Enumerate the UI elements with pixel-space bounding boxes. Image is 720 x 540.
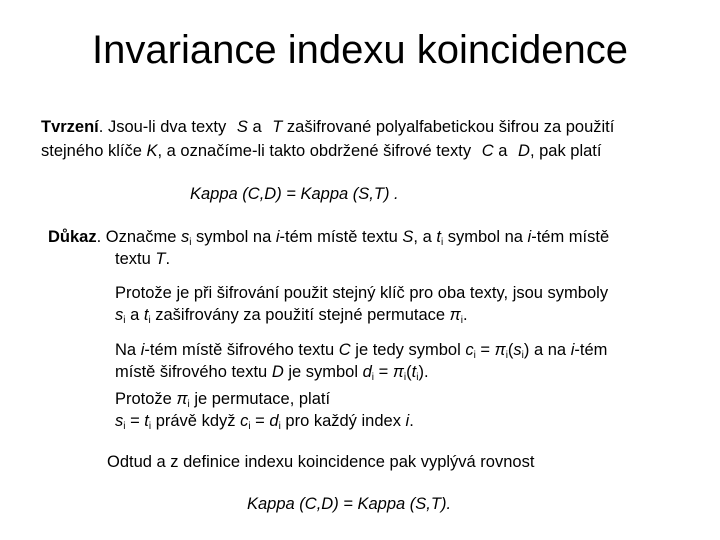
var-pi: π [176, 390, 188, 408]
text: -tém místě [531, 228, 610, 246]
proof-formula [247, 494, 451, 514]
var-d-upper: D [271, 363, 284, 381]
var-c: C [481, 142, 494, 160]
text: ). [418, 363, 429, 381]
text: je symbol [283, 363, 363, 381]
proof-label: Důkaz [48, 228, 97, 246]
subscript-i: i [473, 350, 476, 361]
var-i: i [527, 228, 532, 246]
slide-title: Invariance indexu koincidence [92, 28, 628, 72]
text: , pak platí [529, 142, 602, 160]
text: , a označíme-li takto obdržené šifrové texty [157, 142, 476, 160]
proof-para-4-line-2 [115, 411, 414, 431]
text: a [247, 118, 267, 136]
text: místě šifrového textu [115, 363, 272, 381]
var-k: K [146, 142, 158, 160]
var-pi: π [449, 306, 461, 324]
subscript-i: i [123, 421, 126, 432]
var-pi: π [392, 363, 404, 381]
subscript-i: i [521, 350, 524, 361]
subscript-i: i [189, 237, 192, 248]
var-d: d [269, 412, 279, 430]
text: právě když [151, 412, 241, 430]
var-pi: π [494, 341, 506, 359]
subscript-i: i [148, 421, 152, 432]
subscript-i: i [460, 315, 463, 326]
var-t: T [272, 118, 283, 136]
subscript-i: i [123, 315, 126, 326]
theorem-line-1 [41, 117, 614, 137]
text: Protože [115, 390, 177, 408]
text: je tedy symbol [350, 341, 466, 359]
var-s-upper: S [402, 228, 414, 246]
var-s: s [115, 306, 124, 324]
text: = [475, 341, 495, 359]
text: a [125, 306, 144, 324]
text: a [493, 142, 513, 160]
subscript-i: i [278, 421, 281, 432]
var-i: i [570, 341, 575, 359]
proof-line-2 [115, 249, 170, 269]
var-i: i [405, 412, 410, 430]
text: , a [413, 228, 437, 246]
subscript-i: i [187, 399, 190, 410]
text: = [125, 412, 145, 430]
proof-para-2-line-1: Protože je při šifrování použit stejný klíč pro oba texty, jsou symboly [115, 284, 609, 302]
var-s: s [180, 228, 190, 246]
subscript-i: i [148, 315, 151, 326]
var-s: s [513, 341, 522, 359]
text: . Označme [96, 228, 181, 246]
text: = [374, 363, 393, 381]
text: . [462, 306, 468, 324]
text: symbol na [443, 228, 528, 246]
var-c: c [465, 341, 474, 359]
var-i: i [140, 341, 145, 359]
text: . [165, 250, 171, 268]
subscript-i: i [505, 350, 508, 361]
var-d: D [518, 142, 530, 160]
var-t: t [411, 363, 417, 381]
subscript-i: i [248, 421, 251, 432]
var-c: c [240, 412, 249, 430]
text: pro každý index [280, 412, 406, 430]
text: je permutace, platí [189, 390, 331, 408]
text: stejného klíče [41, 142, 147, 160]
text: ( [507, 341, 514, 359]
var-s: s [115, 412, 124, 430]
var-t: t [144, 412, 149, 430]
subscript-i: i [416, 372, 419, 383]
text: -tém místě textu [279, 228, 403, 246]
theorem-label: Tvrzení [41, 118, 99, 136]
text: -tém [574, 341, 608, 359]
text: -tém místě šifrového textu [144, 341, 339, 359]
text: ( [406, 363, 412, 381]
theorem-formula [190, 184, 399, 204]
var-t-upper: T [155, 250, 166, 268]
text: a na [529, 341, 571, 359]
text: . [409, 412, 414, 430]
text: . Jsou-li dva texty [98, 118, 231, 136]
proof-para-3-line-2 [115, 362, 429, 382]
text: zašifrovány za použití stejné permutace [150, 306, 450, 324]
text: ) [523, 341, 530, 359]
var-i: i [275, 228, 280, 246]
proof-para-5: Odtud a z definice indexu koincidence pak vyplývá rovnost [107, 453, 535, 471]
var-d: d [362, 363, 372, 381]
proof-para-3-line-1 [115, 340, 607, 360]
var-c-upper: C [338, 341, 351, 359]
subscript-i: i [371, 372, 375, 383]
subscript-i: i [440, 237, 444, 248]
text: Na [115, 341, 141, 359]
formula-text: Kappa (C,D) = Kappa (S,T). [247, 495, 452, 513]
text: zašifrované polyalfabetickou šifrou za použití [282, 118, 615, 136]
text: = [250, 412, 270, 430]
text: textu [115, 250, 156, 268]
var-t: t [436, 228, 441, 246]
theorem-line-2 [41, 141, 601, 161]
var-s: S [236, 118, 248, 136]
proof-line-1 [48, 227, 609, 247]
var-t: t [143, 306, 149, 324]
formula-text: Kappa (C,D) = Kappa (S,T) . [190, 185, 399, 203]
proof-para-4-line-1 [115, 389, 330, 409]
subscript-i: i [403, 372, 407, 383]
proof-para-2-line-2 [115, 305, 468, 325]
text: symbol na [191, 228, 276, 246]
